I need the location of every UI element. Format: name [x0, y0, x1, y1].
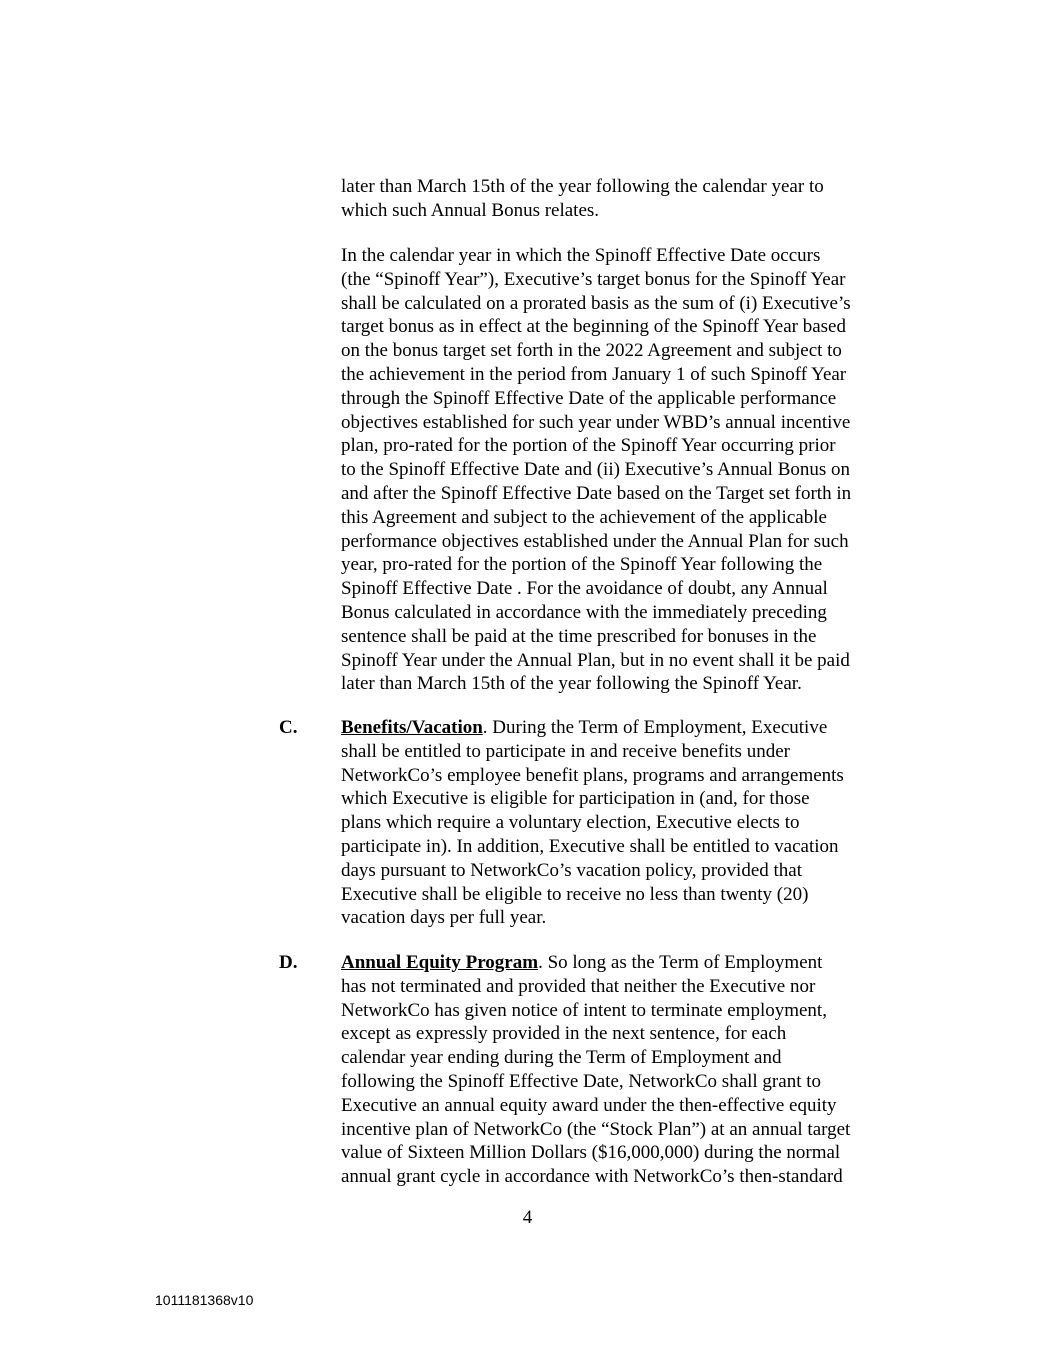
document-id: 1011181368v10 [155, 1292, 254, 1308]
section-d-first-line [341, 951, 916, 975]
section-c-first-line [341, 716, 916, 740]
section-c-heading: Benefits/Vacation [341, 717, 483, 738]
text-line: vacation days per full year. [341, 907, 547, 929]
text-line: to the Spinoff Effective Date and (ii) Executive’s Annual Bonus on [341, 459, 851, 481]
text-line: on the bonus target set forth in the 2022 Agreement and subject to [341, 340, 842, 362]
text-line: and after the Spinoff Effective Date based on the Target set forth in [341, 482, 852, 504]
continued-paragraph [341, 175, 916, 223]
text-line: which Executive is eligible for participation in (and, for those [341, 788, 810, 810]
text-line: Spinoff Effective Date . For the avoidance of doubt, any Annual [341, 578, 828, 600]
text-line: Executive shall be eligible to receive no less than twenty (20) [341, 883, 809, 905]
text-line: target bonus as in effect at the beginning of the Spinoff Year based [341, 316, 846, 338]
section-d-heading: Annual Equity Program [341, 952, 539, 973]
text-line: days pursuant to NetworkCo’s vacation policy, provided that [341, 859, 803, 881]
text-line: has not terminated and provided that neither the Executive nor [341, 975, 816, 997]
text-line: incentive plan of NetworkCo (the “Stock Plan”) at an annual target [341, 1118, 851, 1140]
text-line: shall be entitled to participate in and receive benefits under [341, 740, 790, 762]
text-line: Executive an annual equity award under the then-effective equity [341, 1094, 837, 1116]
section-d-annual-equity-program [341, 951, 916, 1189]
section-c-first-line-text: . During the Term of Employment, Executive [482, 717, 828, 738]
text-line: Spinoff Year under the Annual Plan, but in no event shall it be paid [341, 649, 850, 671]
text-line: (the “Spinoff Year”), Executive’s target bonus for the Spinoff Year [341, 268, 846, 290]
spinoff-year-paragraph [341, 244, 916, 696]
text-line: NetworkCo has given notice of intent to terminate employment, [341, 999, 827, 1021]
text-line: this Agreement and subject to the achievement of the applicable [341, 506, 827, 528]
text-line: later than March 15th of the year following the calendar year to [341, 176, 824, 197]
text-line: following the Spinoff Effective Date, NetworkCo shall grant to [341, 1070, 822, 1092]
section-c-letter: C. [279, 717, 298, 738]
text-line: sentence shall be paid at the time prescribed for bonuses in the [341, 625, 817, 647]
text-line: plan, pro-rated for the portion of the Spinoff Year occurring prior [341, 435, 836, 457]
text-line: the achievement in the period from January 1 of such Spinoff Year [341, 363, 847, 385]
text-line: value of Sixteen Million Dollars ($16,000,000) during the normal [341, 1142, 841, 1164]
text-line: later than March 15th of the year following the Spinoff Year. [341, 673, 802, 695]
text-line: NetworkCo’s employee benefit plans, programs and arrangements [341, 764, 844, 786]
text-line: Bonus calculated in accordance with the immediately preceding [341, 601, 827, 623]
text-line: year, pro-rated for the portion of the Spinoff Year following the [341, 554, 823, 576]
text-line: which such Annual Bonus relates. [341, 199, 600, 221]
section-d-first-line-text: . So long as the Term of Employment [538, 952, 823, 973]
text-line: In the calendar year in which the Spinoff Effective Date occurs [341, 245, 821, 266]
text-line: through the Spinoff Effective Date of the applicable performance [341, 387, 837, 409]
text-line: annual grant cycle in accordance with NetworkCo’s then-standard [341, 1166, 843, 1188]
text-line: shall be calculated on a prorated basis as the sum of (i) Executive’s [341, 292, 851, 314]
text-line: objectives established for such year under WBD’s annual incentive [341, 411, 851, 433]
section-c-benefits-vacation [341, 716, 916, 930]
text-line: performance objectives established under the Annual Plan for such [341, 530, 849, 552]
section-d-letter: D. [279, 952, 298, 973]
page-number: 4 [522, 1207, 533, 1228]
text-line: calendar year ending during the Term of Employment and [341, 1047, 782, 1069]
text-line: except as expressly provided in the next sentence, for each [341, 1023, 787, 1045]
text-line: participate in). In addition, Executive shall be entitled to vacation [341, 835, 839, 857]
text-line: plans which require a voluntary election, Executive elects to [341, 812, 800, 834]
